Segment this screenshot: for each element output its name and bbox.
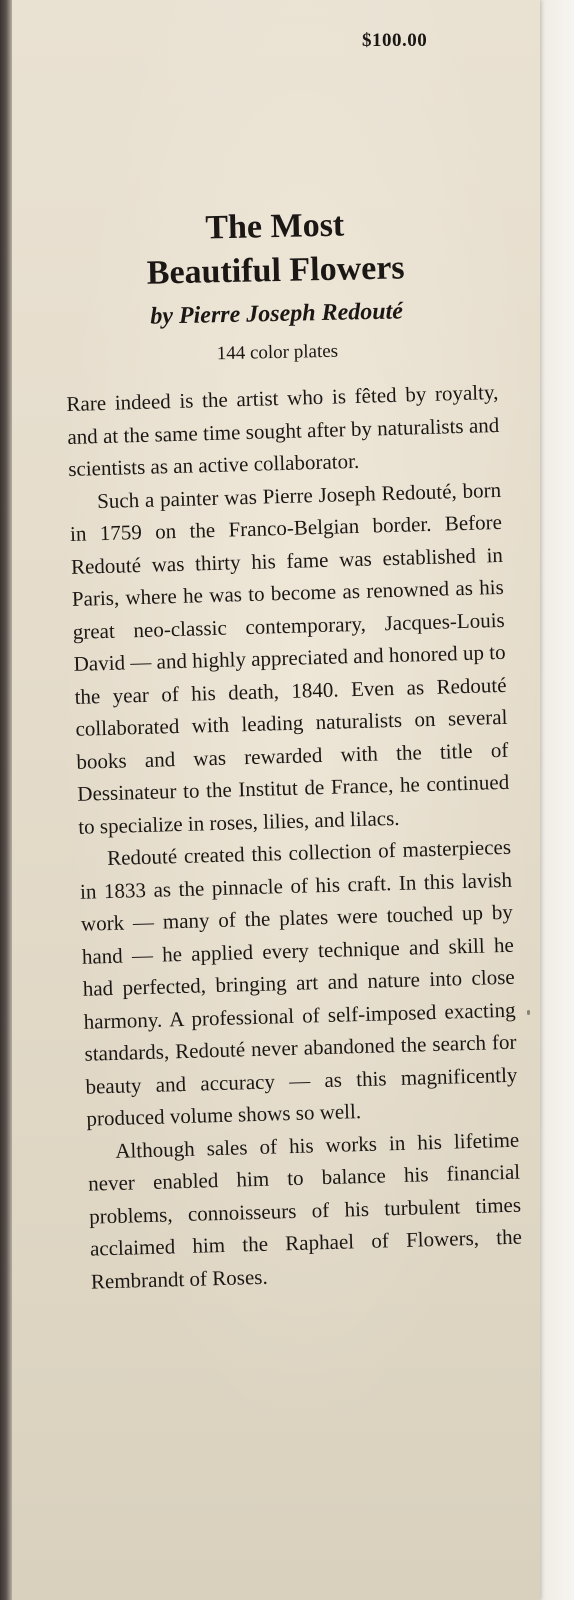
- paragraph-4: Although sales of his works in his lifetime never enabled him to balance his financial problems, connoisseurs of his turbulent times acclaimed him the Raphael of Flowers, the Rembrandt of Roses.: [87, 1127, 523, 1294]
- book-title-line-1: The Most: [204, 206, 345, 247]
- description-text: [66, 376, 523, 1298]
- paragraph-2: Such a painter was Pierre Joseph Redouté, born in 1759 on the Franco-Belgian border. Before Redouté was thirty his fame was established in Paris, where he was to become as renowned as his great neo-classic contemporary, Jacques-Louis David — and highly appreciated and honored up to the year of his death, 1840. Even as Redouté collaborated with leading naturalists on several books and was rewarded with the title of Dessinateur to the Institut de France, he continued to specialize in roses, lilies, and lilacs.: [69, 477, 510, 839]
- paragraph-3: Redouté created this collection of masterpieces in 1833 as the pinnacle of his craft. In this lavish work — many of the plates were touched up by hand — he applied every technique and skill he had perfected, bringing art and nature into close harmony. A professional of self-imposed exacting standards, Redouté never abandoned the search for beauty and accuracy — as this magnificently produced volume shows so well.: [79, 834, 518, 1131]
- book-title-line-2: Beautiful Flowers: [146, 249, 405, 292]
- book-jacket-flap: [12, 0, 540, 1600]
- plates-count: 144 color plates: [216, 340, 339, 365]
- paper-speck: [527, 1010, 530, 1015]
- author-byline: by Pierre Joseph Redouté: [150, 298, 404, 330]
- price-label: $100.00: [362, 30, 428, 51]
- paragraph-1: Rare indeed is the artist who is fêted by royalty, and at the same time sought after by naturalists and scientists as an active collaborator.: [66, 379, 500, 481]
- title-block: [10, 199, 541, 370]
